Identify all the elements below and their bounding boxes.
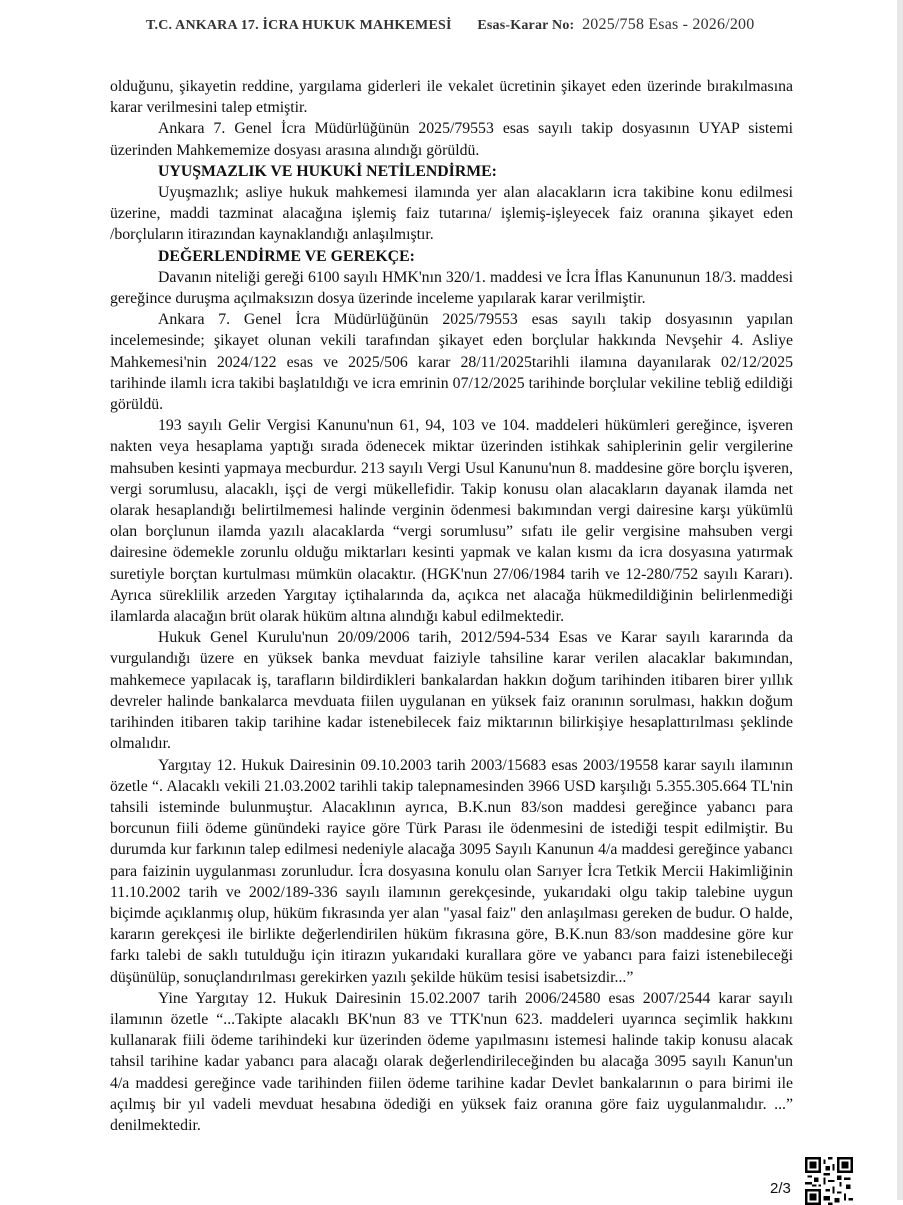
document-body [110,76,793,1136]
qr-code-icon [805,1157,853,1205]
paragraph-file-review: Ankara 7. Genel İcra Müdürlüğünün 2025/79553 esas sayılı takip dosyasının yapılan incelemesinde; şikayet olunan vekili tarafından şikayet eden borçlular hakkında Nevşehir 4. Asliye Mahkemesi'nin 2024/122 esas ve 2025/506 karar 28/11/2025tarihli ilamına dayanılarak 02/12/2025 tarihinde ilamlı icra takibi başlatıldığı ve icra emrinin 07/12/2025 tarihinde borçlular vekiline tebliğ edildiği görüldü. [110,311,793,414]
paragraph-continuation: olduğunu, şikayetin reddine, yargılama giderleri ile vekalet ücretinin şikayet eden üzerinde bırakılmasına karar verilmesini talep etmiştir. [110,78,793,117]
paragraph-uyap: Ankara 7. Genel İcra Müdürlüğünün 2025/79553 esas sayılı takip dosyasının UYAP sistemi üzerinden Mahkememize dosyası arasına alındığı görüldü. [110,120,793,159]
section-heading-dispute: UYUŞMAZLIK VE HUKUKİ NETİLENDİRME: [158,162,497,180]
paragraph-tax-law: 193 sayılı Gelir Vergisi Kanunu'nun 61, 94, 103 ve 104. maddeleri hükümleri gereğince, işveren nakten veya hesaplama yaptığı sırada ödenecek miktar üzerinden istihkak sahiplerinin gelir vergilerine mahsuben kesinti yapmaya mecburdur. 213 sayılı Vergi Usul Kanunu'nun 8. maddesine göre borçlu işveren, vergi sorumlusu, alacaklı, işçi de vergi mükellefidir. Takip konusu olan alacakların dayanak ilamda net olarak hesaplandığı belirtilmemesi halinde verginin ödenmesi bakımından vergi dairesine karşı yükümlü olan borçlunun ilamda yazılı alacaklarda “vergi sorumlusu” sıfatı ile gelir vergisine mahsuben vergi dairesine ödemekle zorunlu olduğu miktarları kesinti yapmak ve kalan kısmı da icra dosyasına yatırmak suretiyle borçtan kurtulması mümkün olacaktır. (HGK'nun 27/06/1984 tarih ve 12-280/752 sayılı Kararı). Ayrıca süreklilik arzeden Yargıtay içtihalarında da, açıkca net alacağa hükmedildiğinin belirlenmediği ilamlarda alacağın brüt olarak hüküm altına alındığı kabul edilmektedir. [110,417,793,626]
page-number: 2/3 [770,1180,791,1197]
court-name: T.C. ANKARA 17. İCRA HUKUK MAHKEMESİ [146,18,452,33]
paragraph-procedure: Davanın niteliği gereği 6100 sayılı HMK'nın 320/1. maddesi ve İcra İflas Kanununun 18/3. maddesi gereğince duruşma açılmaksızın dosya üzerinde inceleme yapılarak karar verilmiştir. [110,268,793,308]
paragraph-supreme-court-2007: Yine Yargıtay 12. Hukuk Dairesinin 15.02.2007 tarih 2006/24580 esas 2007/2544 karar sayılı ilamının özetle “...Takipte alacaklı BK'nun 83 ve TTK'nun 623. maddeleri uyarınca seçimlik hakkını kullanarak fiili ödeme tarihindeki kur üzerinden ödeme yapılmasını istemesi halinde takip konusu alacak tahsil tarihine kadar yabancı para alacağı olarak değerlendirileceğinden bu alacağa 3095 sayılı Kanun'un 4/a maddesi gereğince vade tarihinden fiilen ödeme tarihine kadar Devlet bankalarının o para birimi ile açılmış bir yıl vadeli mevduat hesabına ödediği en yüksek faiz oranına göre faiz uygulanmalıdır. ...” denilmektedir. [110,989,793,1134]
case-number-value: 2025/758 Esas - 2026/200 [582,16,755,33]
section-heading-evaluation: DEĞERLENDİRME VE GEREKÇE: [158,247,415,265]
paragraph-general-assembly: Hukuk Genel Kurulu'nun 20/09/2006 tarih, 2012/594-534 Esas ve Karar sayılı kararında da vurgulandığı üzere en yüksek banka mevduat faiziyle tahsiline karar verilen alacaklar bakımından, mahkemece yapılacak iş, tarafların bildirdikleri bankalardan hakkın doğum tarihinden itibaren birer yıllık devreler halinde bankalarca mevduata fiilen uygulanan en yüksek faiz oranının sorulması, hakkın doğum tarihinden itibaren takip tarihine kadar istenebilecek faiz miktarının bilirkişiye hesaplattırılması şeklinde olmalıdır. [110,629,793,753]
page-header [146,16,866,42]
paragraph-supreme-court-2003: Yargıtay 12. Hukuk Dairesinin 09.10.2003 tarih 2003/15683 esas 2003/19558 karar sayılı ilamının özetle “. Alacaklı vekili 21.03.2002 tarihli takip talepnamesinden 3966 USD karşılığı 5.355.305.664 TL'nin tahsili isteminde bulunmuştur. Alacaklının ayrıca, B.K.nun 83/son maddesi gereğince yabancı para borcunun fiili ödeme günündeki rayice göre Türk Parası ile ödenmesini de istediği tespit edilmiştir. Bu durumda kur farkının talep edilmesi nedeniyle alacağa 3095 Sayılı Kanunun 4/a maddesi gereğince yabancı para faizinin uygulanması zorunludur. İcra dosyasına konulu olan Sarıyer İcra Tetkik Mercii Hakimliğinin 11.10.2002 tarih ve 2002/189-336 sayılı ilamının gerekçesinde, yukarıdaki olgu takip talebine uygun biçimde açıklanmış olup, hüküm fıkrasında yer alan "yasal faiz" den anlaşılması gereken de budur. O halde, kararın gerekçesi ile birlikte değerlendirilen hüküm fıkrasına göre, B.K.nun 83/son maddesine göre kur farkı talebi de saklı tutulduğu için itirazın yukarıdaki kurallara göre ve yabancı para faizi istenebileceği düşünülüp, sonuçlandırılması gerekirken yazılı şekilde hüküm tesisi isabetsizdir...” [110,756,793,986]
page-edge-shadow [897,0,903,1200]
case-number-label: Esas-Karar No: [477,18,575,33]
paragraph-dispute: Uyuşmazlık; asliye hukuk mahkemesi ilamında yer alan alacakların icra takibine konu edilmesi üzerine, maddi tazminat alacağına işlemiş faiz tutarına/ işlemiş-işleyecek faiz oranına şikayet eden /borçluların itirazından kaynaklandığı anlaşılmıştır. [110,184,793,244]
